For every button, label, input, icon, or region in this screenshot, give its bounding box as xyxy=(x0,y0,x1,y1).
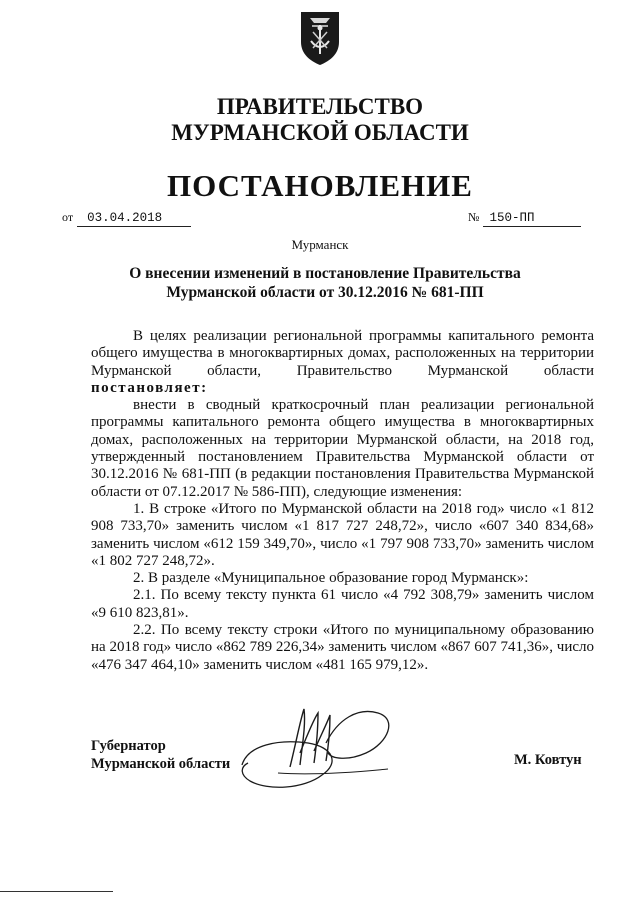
number-value: 150-ПП xyxy=(489,211,535,225)
signatory-position-line2: Мурманской области xyxy=(91,756,231,772)
signatory-position xyxy=(91,737,230,773)
document-body xyxy=(91,328,594,674)
item-2-1-paragraph: 2.1. По всему тексту пункта 61 число «4 792 308,79» заменить числом «9 610 823,81». xyxy=(91,587,594,621)
preamble-paragraph: В целях реализации региональной программы капитального ремонта общего имущества в многоквартирных домах, расположенных на территории Мурманской области, Правительство Мурманской области xyxy=(91,328,594,379)
date-underline xyxy=(77,208,191,227)
date-prefix: от xyxy=(62,210,74,224)
document-type-heading: ПОСТАНОВЛЕНИЕ xyxy=(167,168,473,203)
signatory-position-line1: Губернатор xyxy=(91,738,166,754)
number-underline xyxy=(483,208,581,227)
document-title-line1: О внесении изменений в постановление Правительства xyxy=(129,265,521,282)
footer-divider xyxy=(0,891,113,892)
number-prefix: № xyxy=(468,210,480,224)
government-title-line2: МУРМАНСКОЙ ОБЛАСТИ xyxy=(171,120,469,145)
date-field xyxy=(62,208,191,227)
document-title xyxy=(60,264,590,302)
intro-paragraph: внести в сводный краткосрочный план реализации региональной программы капитального ремонта общего имущества в многоквартирных домах, расположенных на территории Мурманской области, на 2018 год, утвержденный постановлением Правительства Мурманской области от 30.12.2016 № 681-ПП (в редакции постановления Правительства Мурманской области от 07.12.2017 № 586-ПП), следующие изменения: xyxy=(91,397,594,500)
resolves-text: постановляет: xyxy=(91,379,208,396)
item-2-2-paragraph: 2.2. По всему тексту строки «Итого по муниципальному образованию на 2018 год» число «862 789 226,34» заменить числом «867 607 741,36», число «476 347 464,10» заменить числом «481 165 979,12». xyxy=(91,622,594,673)
handwritten-signature-icon xyxy=(238,703,418,795)
government-title-line1: ПРАВИТЕЛЬСТВО xyxy=(216,94,424,119)
date-value: 03.04.2018 xyxy=(87,211,163,225)
city-label: Мурманск xyxy=(291,237,349,252)
signatory-name: М. Ковтун xyxy=(514,752,582,768)
item-1-paragraph: 1. В строке «Итого по Мурманской области на 2018 год» число «1 812 908 733,70» заменить числом «1 817 727 248,72», число «607 340 834,68» заменить числом «612 159 349,70», число «1 797 908 733,70» заменить числом «1 802 727 248,72». xyxy=(91,500,594,569)
coat-of-arms-icon xyxy=(298,8,342,66)
document-title-line2: Мурманской области от 30.12.2016 № 681-ПП xyxy=(166,284,484,301)
resolves-word xyxy=(91,380,594,397)
number-field xyxy=(468,208,581,227)
item-2-paragraph: 2. В разделе «Муниципальное образование город Мурманск»: xyxy=(133,570,529,587)
